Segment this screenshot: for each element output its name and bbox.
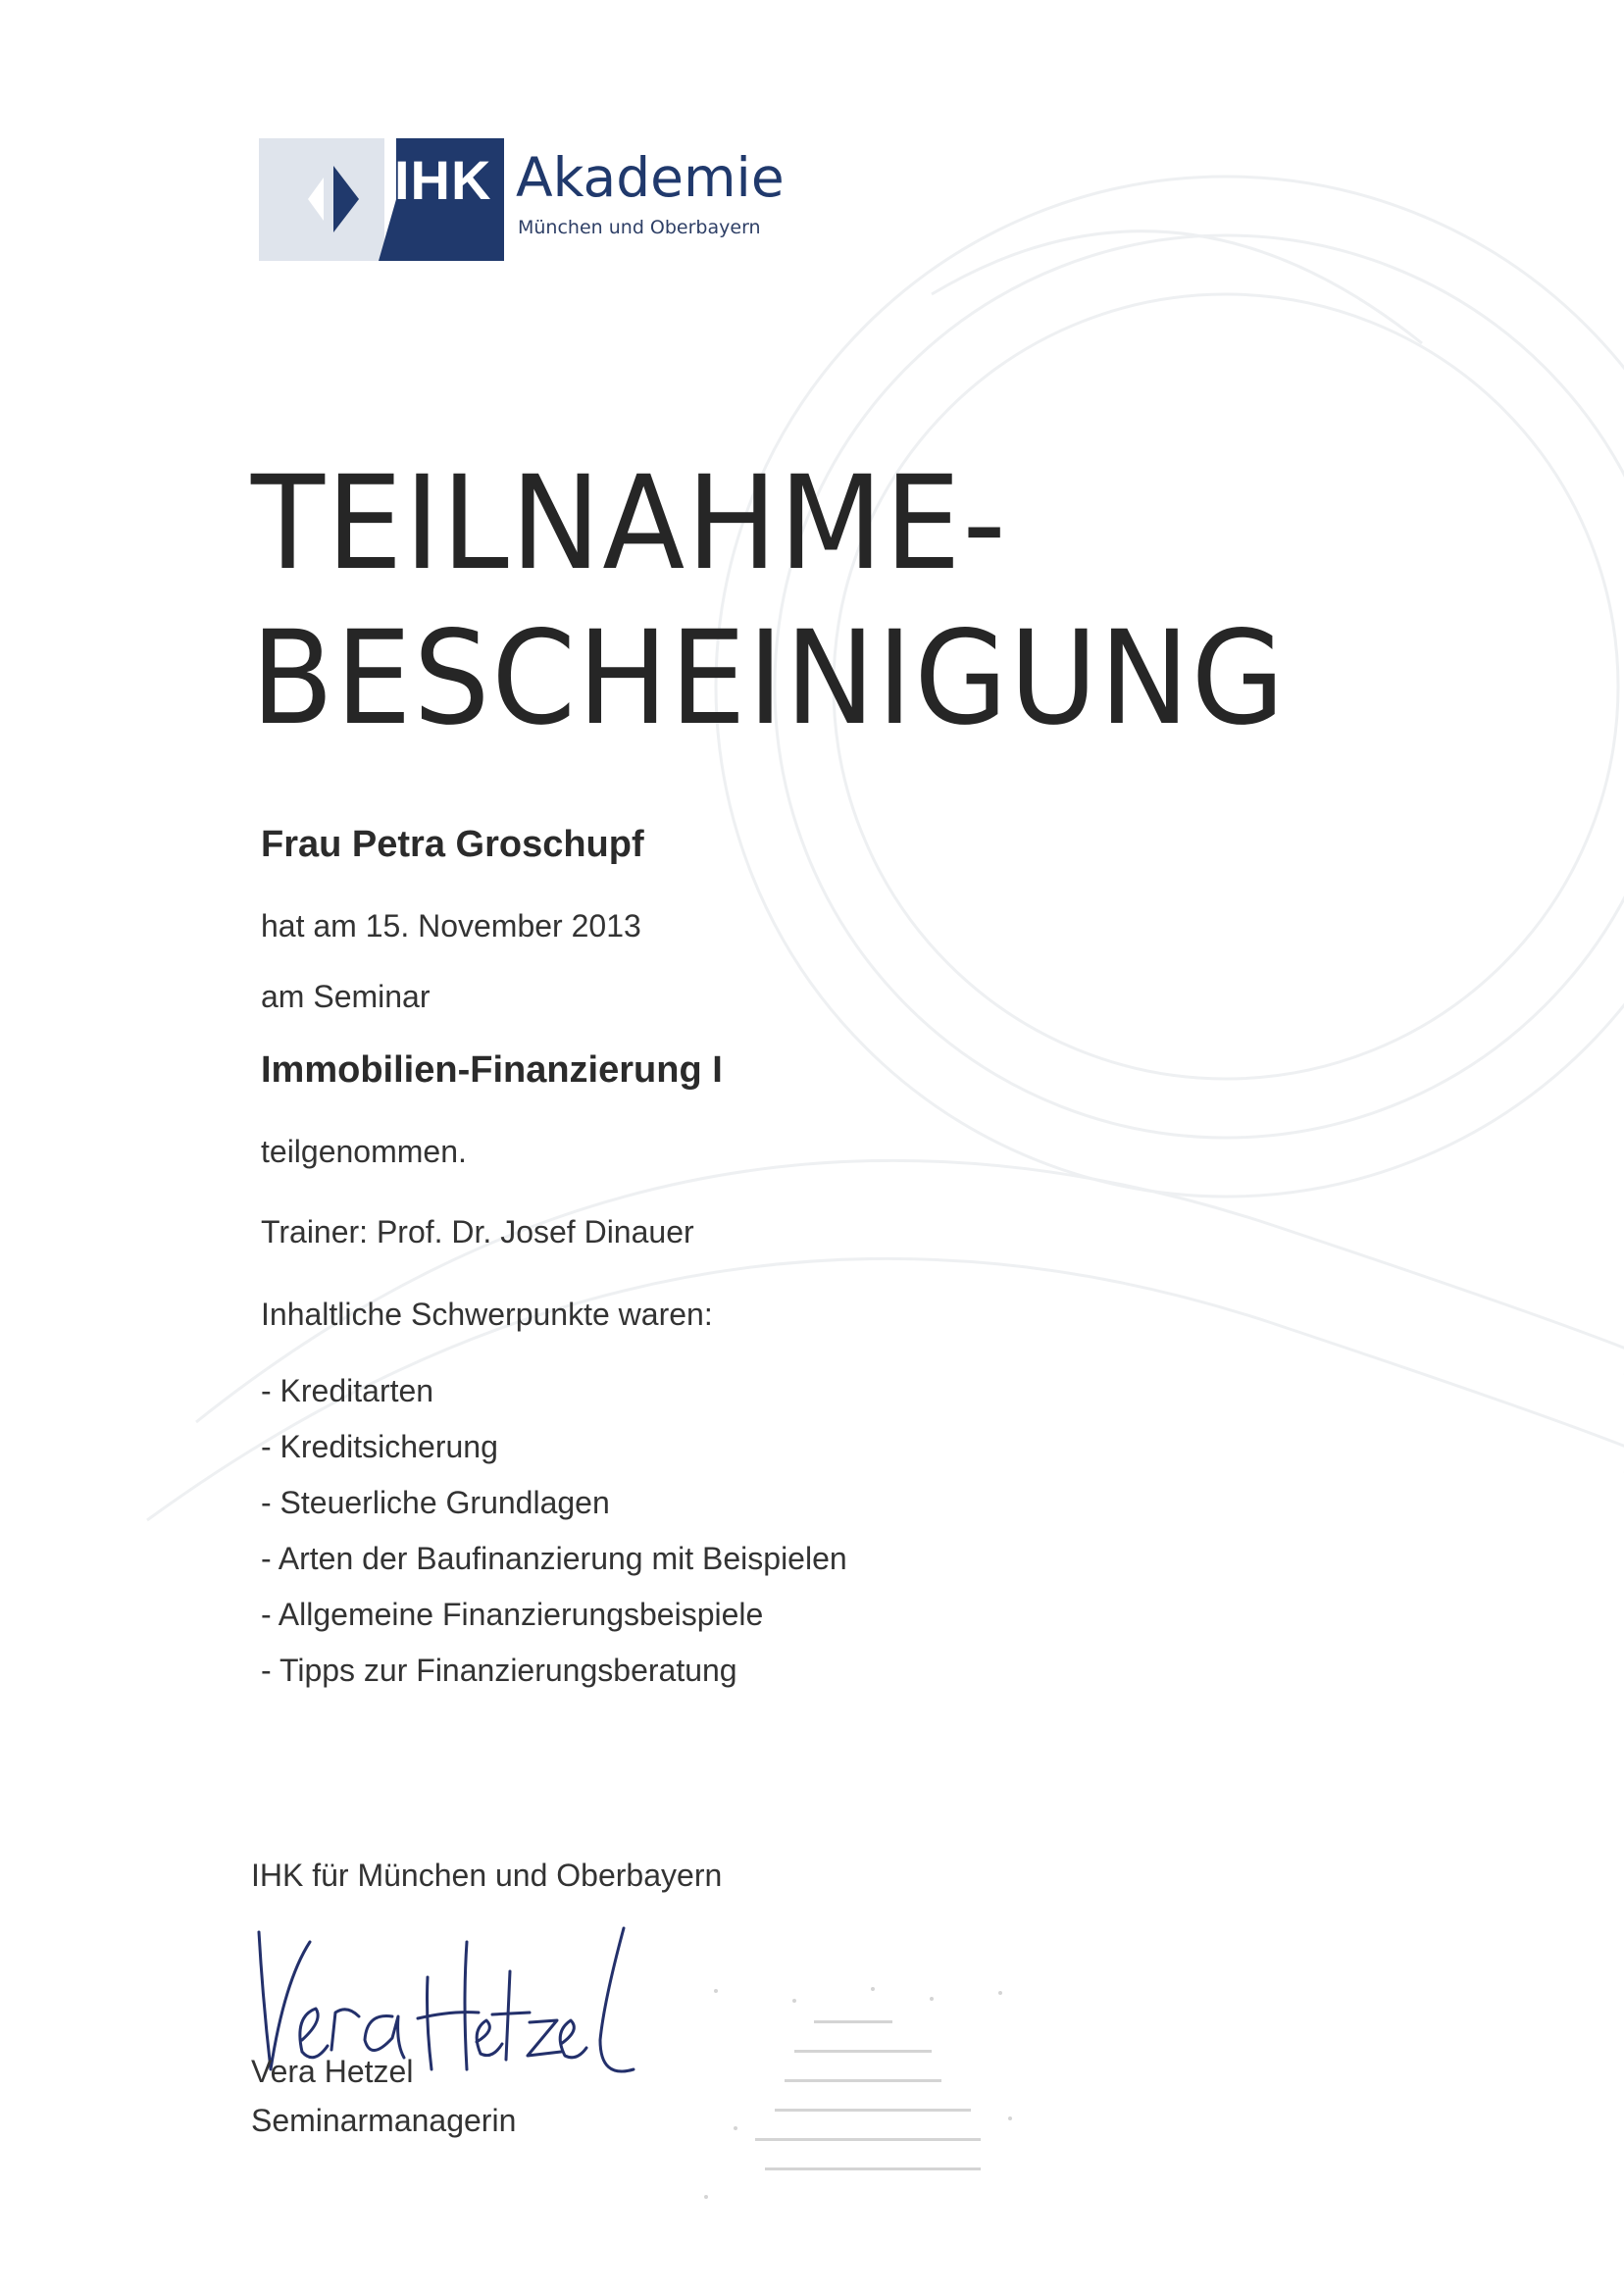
issuer-text: IHK für München und Oberbayern	[251, 1858, 723, 1893]
title-line-1: TEILNAHME-	[251, 448, 1008, 599]
seminar-name: Immobilien-Finanzierung I	[261, 1049, 723, 1091]
faded-stamp	[677, 1971, 1049, 2217]
signer-role: Seminarmanagerin	[251, 2103, 517, 2138]
logo-ihk-text: IHK	[394, 149, 492, 211]
date-line: hat am 15. November 2013	[261, 908, 641, 943]
list-item: - Allgemeine Finanzierungsbeispiele	[261, 1597, 764, 1632]
list-item: - Steuerliche Grundlagen	[261, 1485, 610, 1520]
logo-arrow-icon	[294, 138, 392, 261]
ihk-akademie-logo	[259, 138, 785, 261]
logo-region-text: München und Oberbayern	[518, 217, 761, 238]
recipient-name: Frau Petra Groschupf	[261, 824, 644, 865]
participated-text: teilgenommen.	[261, 1134, 467, 1169]
seminar-intro: am Seminar	[261, 979, 431, 1014]
list-item: - Arten der Baufinanzierung mit Beispielen	[261, 1541, 847, 1576]
signer-name: Vera Hetzel	[251, 2054, 414, 2089]
topics-list	[261, 1363, 847, 1699]
logo-akademie-text: Akademie	[516, 146, 785, 209]
trainer-line: Trainer: Prof. Dr. Josef Dinauer	[261, 1214, 694, 1249]
certificate-title	[251, 446, 1287, 756]
list-item: - Kreditsicherung	[261, 1429, 498, 1464]
list-item: - Kreditarten	[261, 1373, 434, 1408]
topics-intro: Inhaltliche Schwerpunkte waren:	[261, 1297, 713, 1332]
title-line-2: BESCHEINIGUNG	[251, 603, 1287, 754]
list-item: - Tipps zur Finanzierungsberatung	[261, 1653, 737, 1688]
